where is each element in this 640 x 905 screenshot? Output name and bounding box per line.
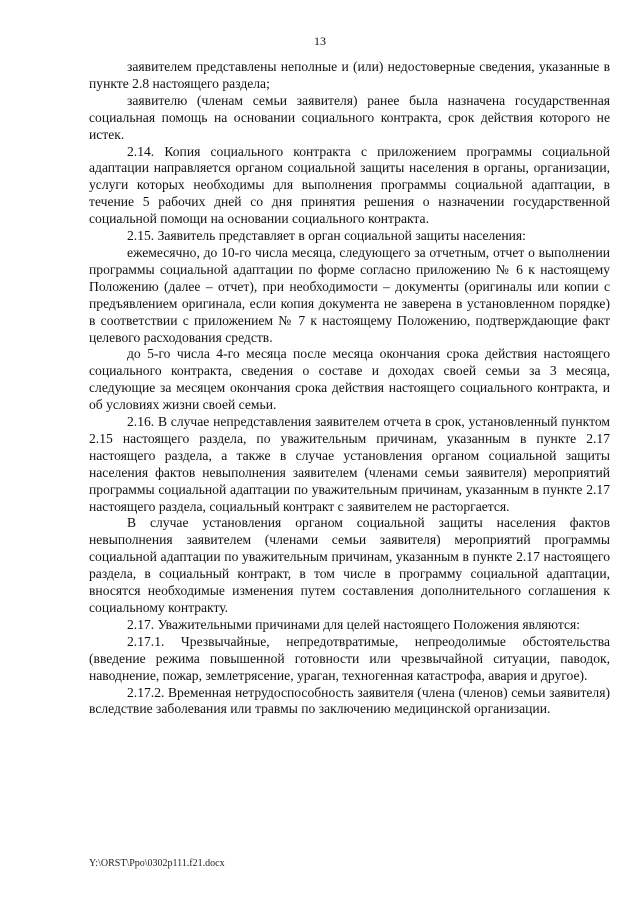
paragraph: 2.17.1. Чрезвычайные, непредотвратимые, непреодолимые обстоятельства (введение режима повышенной готовности или чрезвычайной ситуации, паводок, наводнение, пожар, землетрясение, ураган, техногенная катастрофа, авария и другое). [89, 633, 610, 683]
paragraph: заявителю (членам семьи заявителя) ранее была назначена государственная социальная помощь на основании социального контракта, срок действия которого не истек. [89, 92, 610, 142]
file-path-footer: Y:\ORST\Ppo\0302p111.f21.docx [89, 858, 225, 869]
paragraph: заявителем представлены неполные и (или) недостоверные сведения, указанные в пункте 2.8 настоящего раздела; [89, 59, 610, 91]
paragraph: 2.14. Копия социального контракта с приложением программы социальной адаптации направляется органом социальной защиты населения в органы, организации, услуги которых необходимы для выполнения программы социальной адаптации, в течение 5 рабочих дней со дня принятия решения о назначении государственной социальной помощи на основании социального контракта. [89, 143, 610, 227]
paragraph: 2.16. В случае непредставления заявителем отчета в срок, установленный пунктом 2.15 настоящего раздела, по уважительным причинам, указанным в пункте 2.17 настоящего раздела, а также в случае установления органом социальной защиты населения фактов невыполнения заявителем (членами семьи заявителя) мероприятий программы социальной адаптации по уважительным причинам, указанным в пункте 2.17 настоящего раздела, социальный контракт с заявителем не расторгается. [89, 414, 610, 514]
page-number: 13 [314, 34, 326, 48]
paragraph: В случае установления органом социальной защиты населения фактов невыполнения заявителем (членами семьи заявителя) мероприятий программы социальной адаптации по уважительным причинам, указанным в пункте 2.17 настоящего раздела, в социальный контракт, в том числе в программу социальной адаптации, вносятся необходимые изменения путем составления дополнительного соглашения к социальному контракту. [89, 515, 610, 615]
document-body [89, 59, 610, 718]
paragraph: 2.17. Уважительными причинами для целей настоящего Положения являются: [127, 616, 581, 632]
paragraph: 2.17.2. Временная нетрудоспособность заявителя (члена (членов) семьи заявителя) вследствие заболевания или травмы по заключению медицинской организации. [89, 684, 610, 717]
paragraph: ежемесячно, до 10-го числа месяца, следующего за отчетным, отчет о выполнении программы социальной адаптации по форме согласно приложению № 6 к настоящему Положению (далее – отчет), при необходимости – документы (оригиналы или копии с предъявлением оригинала, если копия документа не заверена в установленном порядке) в соответствии с приложением № 7 к настоящему Положению, подтверждающие факт целевого расходования средств. [89, 244, 610, 345]
paragraph: 2.15. Заявитель представляет в орган социальной защиты населения: [127, 228, 526, 244]
paragraph: до 5-го числа 4-го месяца после месяца окончания срока действия настоящего социального контракта, сведения о составе и доходах своей семьи за 3 месяца, следующие за месяцем окончания срока действия настоящего социального контракта, и об условиях жизни своей семьи. [89, 346, 610, 413]
